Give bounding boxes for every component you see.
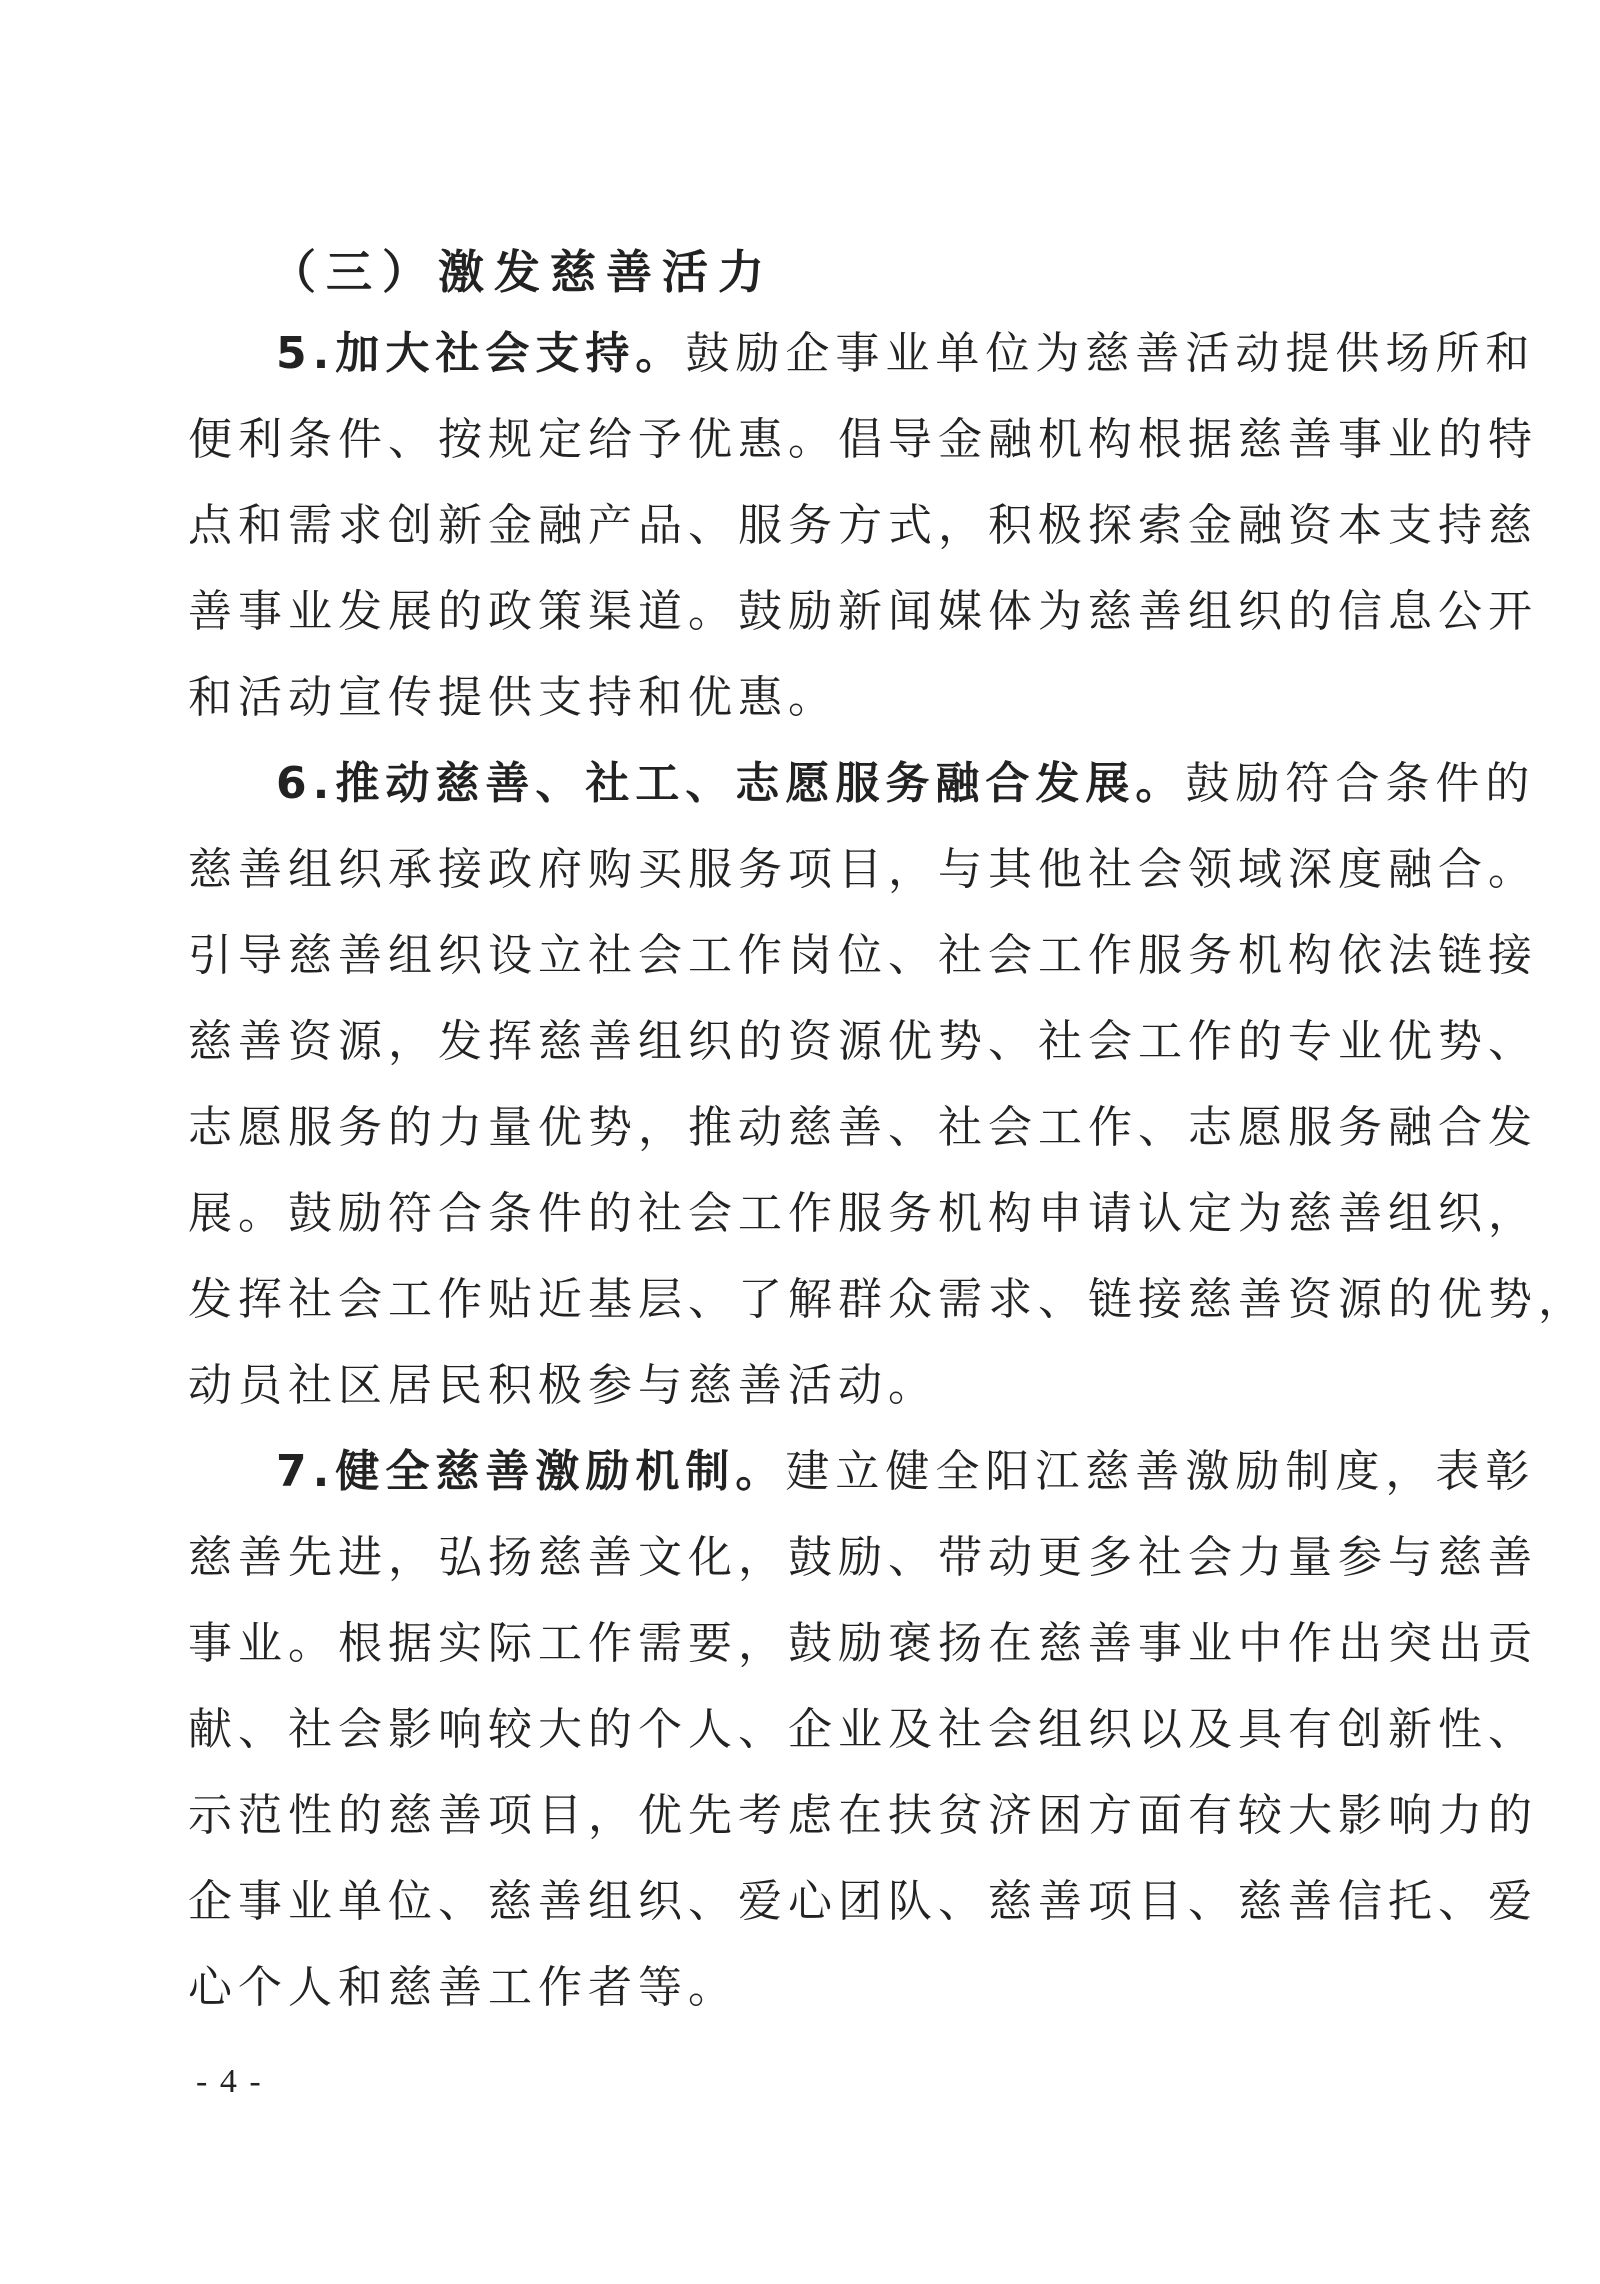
item-6-title: 6.推动慈善、社工、志愿服务融合发展。 <box>276 758 1186 809</box>
item-6-first-line <box>276 748 1536 820</box>
item-6-line: 引导慈善组织设立社会工作岗位、社会工作服务机构依法链接 <box>188 930 1538 981</box>
item-7-first-line-text: 建立健全阳江慈善激励制度，表彰 <box>785 1446 1536 1497</box>
item-7-line: 事业。根据实际工作需要，鼓励褒扬在慈善事业中作出突出贡 <box>188 1618 1538 1669</box>
item-5-line: 和活动宣传提供支持和优惠。 <box>188 672 838 723</box>
item-6-line: 发挥社会工作贴近基层、了解群众需求、链接慈善资源的优势， <box>188 1274 1588 1325</box>
page-number: - 4 - <box>196 2063 263 2100</box>
item-7-line: 企事业单位、慈善组织、爱心团队、慈善项目、慈善信托、爱 <box>188 1876 1538 1927</box>
item-6-line: 慈善资源，发挥慈善组织的资源优势、社会工作的专业优势、 <box>188 1016 1538 1067</box>
section-heading: （三）激发慈善活力 <box>270 245 774 299</box>
item-5-first-line-text: 鼓励企事业单位为慈善活动提供场所和 <box>685 328 1536 379</box>
item-5-first-line <box>276 318 1536 390</box>
item-6-first-line-text: 鼓励符合条件的 <box>1185 758 1536 809</box>
item-6-line: 志愿服务的力量优势，推动慈善、社会工作、志愿服务融合发 <box>188 1102 1538 1153</box>
item-5-line: 善事业发展的政策渠道。鼓励新闻媒体为慈善组织的信息公开 <box>188 586 1538 637</box>
item-6-line: 展。鼓励符合条件的社会工作服务机构申请认定为慈善组织， <box>188 1188 1538 1239</box>
item-7-title: 7.健全慈善激励机制。 <box>276 1446 786 1497</box>
item-7-line: 慈善先进，弘扬慈善文化，鼓励、带动更多社会力量参与慈善 <box>188 1532 1538 1583</box>
item-5-title: 5.加大社会支持。 <box>276 328 686 379</box>
item-7-line: 心个人和慈善工作者等。 <box>188 1962 738 2013</box>
item-5-line: 便利条件、按规定给予优惠。倡导金融机构根据慈善事业的特 <box>188 414 1538 465</box>
item-7-first-line <box>276 1436 1536 1508</box>
item-6-line: 慈善组织承接政府购买服务项目，与其他社会领域深度融合。 <box>188 844 1538 895</box>
item-5-line: 点和需求创新金融产品、服务方式，积极探索金融资本支持慈 <box>188 500 1538 551</box>
item-7-line: 献、社会影响较大的个人、企业及社会组织以及具有创新性、 <box>188 1704 1538 1755</box>
item-6-line: 动员社区居民积极参与慈善活动。 <box>188 1360 938 1411</box>
item-7-line: 示范性的慈善项目，优先考虑在扶贫济困方面有较大影响力的 <box>188 1790 1538 1841</box>
